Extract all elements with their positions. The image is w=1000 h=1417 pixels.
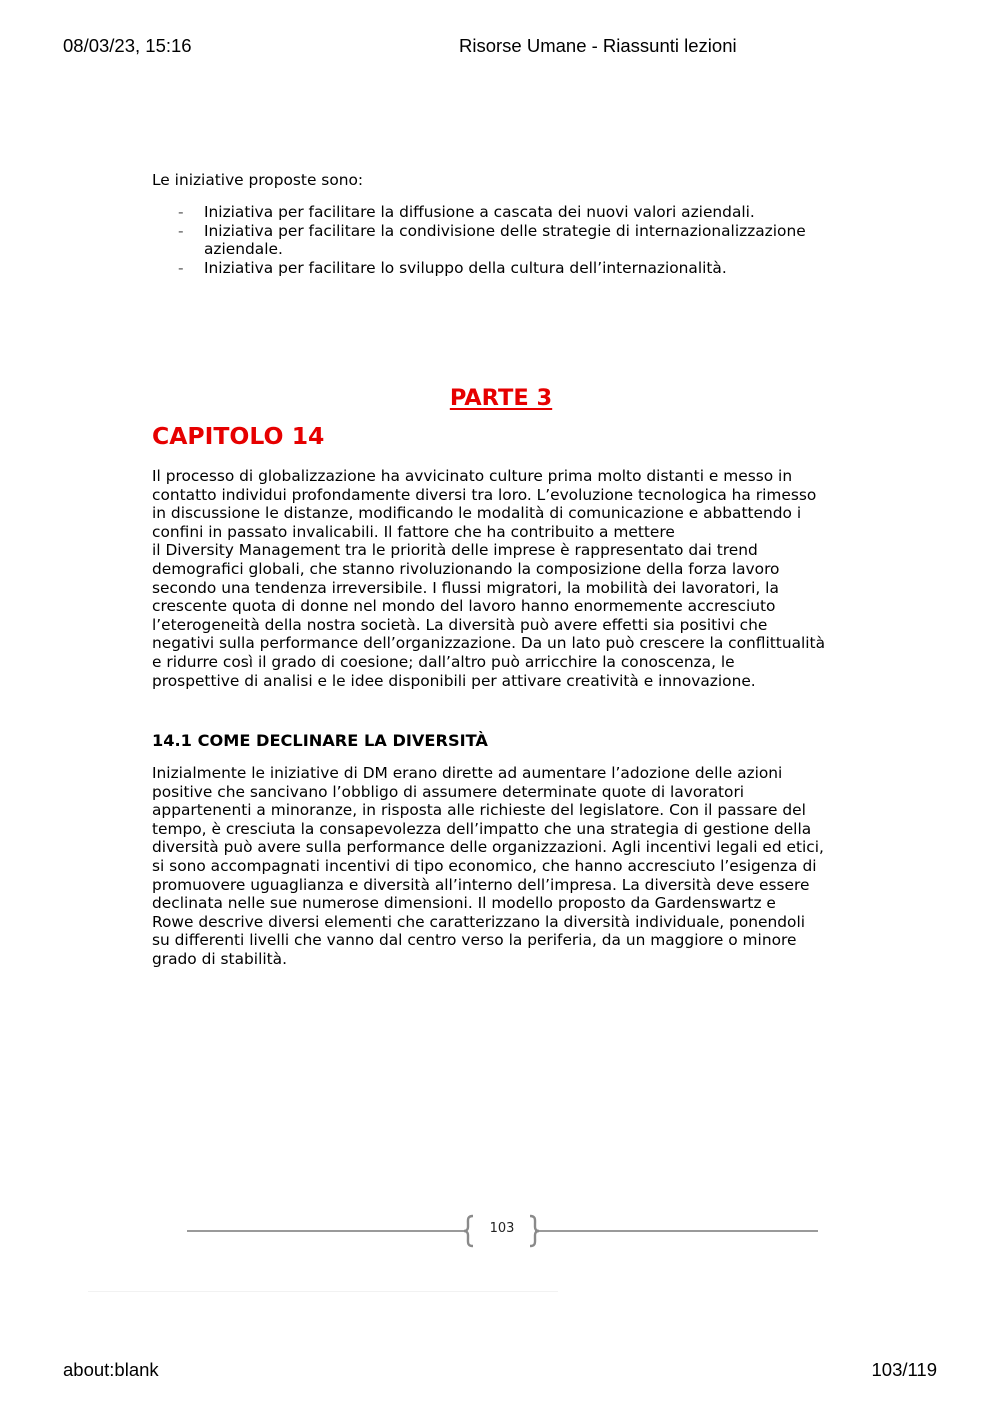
paragraph-line: si sono accompagnati incentivi di tipo economico, che hanno accresciuto l’esigenza di xyxy=(152,856,817,875)
intro-text: Le iniziative proposte sono: xyxy=(152,171,364,189)
paragraph-line: declinata nelle sue numerose dimensioni. Il modello proposto da Gardenswartz e xyxy=(152,894,776,913)
bullet-dash: - xyxy=(178,221,184,240)
bullet-line: aziendale. xyxy=(204,240,283,259)
chapter-title: CAPITOLO 14 xyxy=(152,422,325,450)
list-item xyxy=(152,203,842,222)
print-pager: 103/119 xyxy=(871,1359,937,1380)
paragraph-line: prospettive di analisi e le idee disponibili per attivare creatività e innovazione. xyxy=(152,671,756,690)
print-url: about:blank xyxy=(63,1359,159,1380)
print-page-title: Risorse Umane - Riassunti lezioni xyxy=(459,35,737,56)
paragraph-line: crescente quota di donne nel mondo del lavoro hanno enormemente accresciuto xyxy=(152,597,776,616)
bullet-line: Iniziativa per facilitare la diffusione a cascata dei nuovi valori aziendali. xyxy=(204,203,755,221)
paragraph-line: demografici globali, che stanno rivoluzionando la composizione della forza lavoro xyxy=(152,559,780,578)
section-title: 14.1 COME DECLINARE LA DIVERSITÀ xyxy=(152,731,488,750)
paragraph-line: in discussione le distanze, modificando le modalità di comunicazione e abbattendo i xyxy=(152,504,802,523)
paragraph-line: appartenenti a minoranze, in risposta alle richieste del legislatore. Con il passare del xyxy=(152,801,806,820)
paragraph-line: tempo, è cresciuta la consapevolezza dell’impatto che una strategia di gestione della xyxy=(152,819,812,838)
left-brace-icon xyxy=(462,1214,476,1248)
paragraph-line: il Diversity Management tra le priorità delle imprese è rappresentato dai trend xyxy=(152,541,758,560)
paragraph-line: e ridurre così il grado di coesione; dall’altro può arricchire la conoscenza, le xyxy=(152,652,735,671)
paragraph-line: su differenti livelli che vanno dal centro verso la periferia, da un maggiore o minore xyxy=(152,931,797,950)
page-number-divider-right xyxy=(535,1230,818,1232)
paragraph-line: contatto individui profondamente diversi tra loro. L’evoluzione tecnologica ha rimesso xyxy=(152,485,817,504)
paragraph-line: confini in passato invalicabili. Il fattore che ha contribuito a mettere xyxy=(152,522,675,541)
print-datetime: 08/03/23, 15:16 xyxy=(63,35,192,56)
page-number: 103 xyxy=(489,1221,515,1236)
paragraph-line: l’eterogeneità della nostra società. La diversità può avere effetti sia positivi che xyxy=(152,615,768,634)
paragraph-line: Inizialmente le iniziative di DM erano dirette ad aumentare l’adozione delle azioni xyxy=(152,764,783,782)
paragraph-line: grado di stabilità. xyxy=(152,949,287,968)
page-number-divider-left xyxy=(187,1230,467,1232)
chapter-intro-paragraph xyxy=(152,467,852,690)
right-brace-icon xyxy=(527,1214,541,1248)
paragraph-line: positive che sancivano l’obbligo di assumere determinate quote di lavoratori xyxy=(152,782,745,801)
list-item xyxy=(152,222,842,259)
paragraph-line: negativi sulla performance dell’organizzazione. Da un lato può crescere la conflittualità xyxy=(152,634,826,653)
list-item xyxy=(152,259,842,278)
paragraph-line: Il processo di globalizzazione ha avvicinato culture prima molto distanti e messo in xyxy=(152,467,793,485)
paragraph-line: diversità può avere sulla performance delle organizzazioni. Agli incentivi legali ed etici, xyxy=(152,838,824,857)
initiatives-list xyxy=(152,203,842,277)
paragraph-line: secondo una tendenza irreversibile. I flussi migratori, la mobilità dei lavoratori, la xyxy=(152,578,779,597)
bullet-line: Iniziativa per facilitare la condivisione delle strategie di internazionalizzazione xyxy=(204,221,806,240)
bullet-dash: - xyxy=(178,203,184,221)
section-paragraph xyxy=(152,764,852,969)
part-title: PARTE 3 xyxy=(449,385,553,411)
bullet-dash: - xyxy=(178,258,184,277)
bullet-line: Iniziativa per facilitare lo sviluppo della cultura dell’internazionalità. xyxy=(204,258,727,277)
paragraph-line: promuovere uguaglianza e diversità all’interno dell’impresa. La diversità deve essere xyxy=(152,875,810,894)
faint-divider xyxy=(88,1291,558,1292)
paragraph-line: Rowe descrive diversi elementi che caratterizzano la diversità individuale, ponendoli xyxy=(152,912,805,931)
